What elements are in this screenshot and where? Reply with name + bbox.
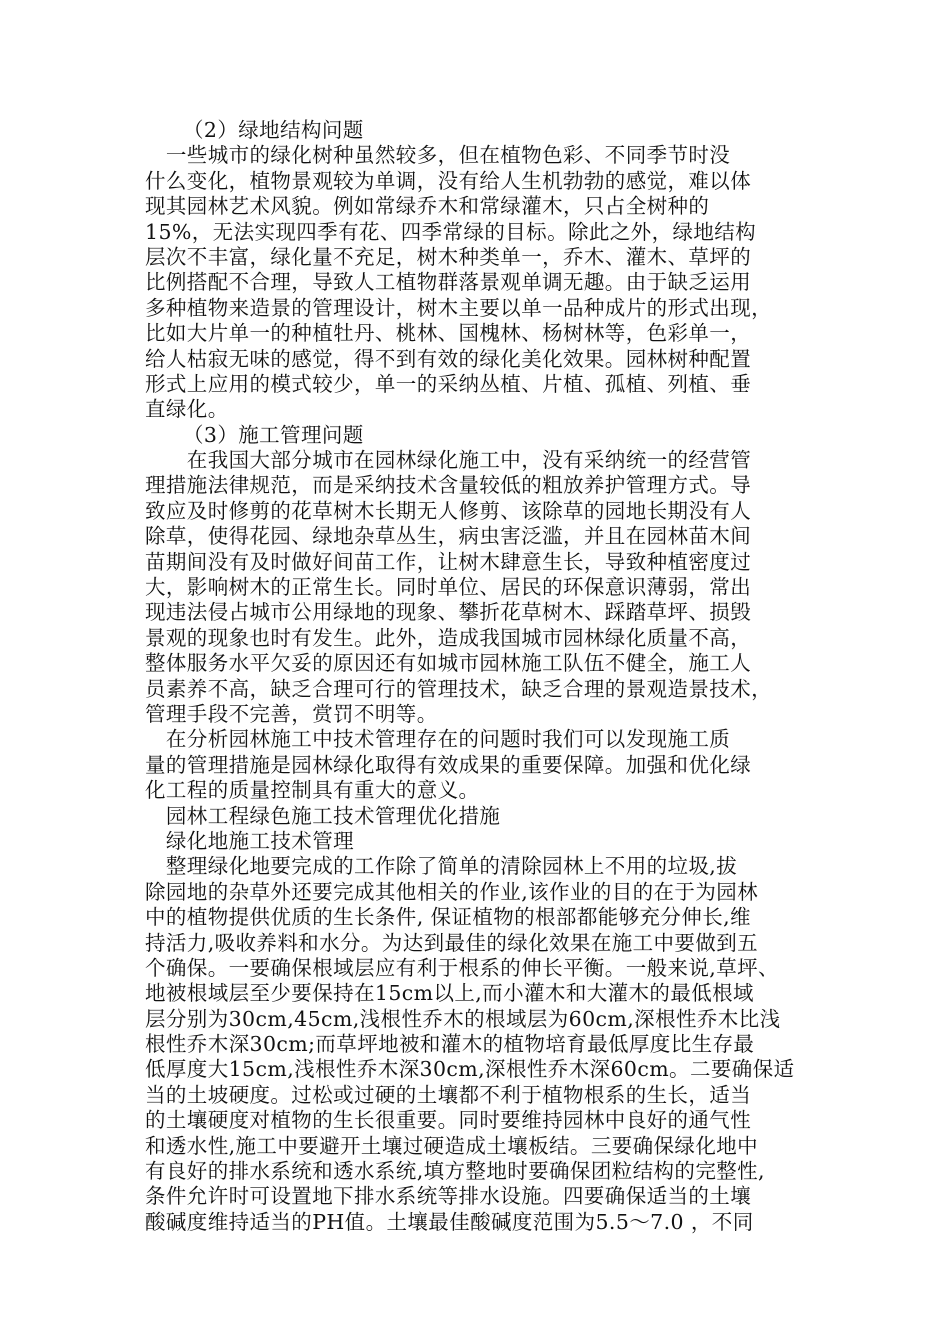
text-line: 持活力,吸收养料和水分。为达到最佳的绿化效果在施工中要做到五	[145, 930, 759, 955]
text-line: 量的管理措施是园林绿化取得有效成果的重要保障。加强和优化绿	[145, 752, 752, 777]
text-line: 整理绿化地要完成的工作除了简单的清除园林上不用的垃圾,拔	[145, 854, 738, 879]
text-line: 致应及时修剪的花草树木长期无人修剪、该除草的园地长期没有人	[145, 498, 752, 523]
text-line: 一些城市的绿化树种虽然较多，但在植物色彩、不同季节时没	[145, 143, 731, 168]
text-line: 当的土坡硬度。过松或过硬的土壤都不利于植物根系的生长，适当	[145, 1082, 752, 1107]
text-line: 和透水性,施工中要避开土壤过硬造成土壤板结。三要确保绿化地中	[145, 1133, 759, 1158]
document-body	[145, 118, 815, 1235]
text-line: 整体服务水平欠妥的原因还有如城市园林施工队伍不健全，施工人	[145, 651, 752, 676]
text-line: 中的植物提供优质的生长条件, 保证植物的根部都能够充分伸长,维	[145, 905, 751, 930]
text-line: 景观的现象也时有发生。此外，造成我国城市园林绿化质量不高，	[145, 625, 752, 650]
text-line: 有良好的排水系统和透水系统,填方整地时要确保团粒结构的完整性,	[145, 1159, 765, 1184]
text-line: 层次不丰富，绿化量不充足，树木种类单一，乔木、灌木、草坪的	[145, 244, 752, 269]
text-line: 层分别为30cm,45cm,浅根性乔木的根域层为60cm,深根性乔木比浅	[145, 1006, 781, 1031]
text-line: 多种植物来造景的管理设计，树木主要以单一品种成片的形式出现，	[145, 295, 772, 320]
section-heading-optimization-measures: 园林工程绿色施工技术管理优化措施	[145, 803, 501, 828]
section-heading-construction-management: （3）施工管理问题	[183, 422, 364, 447]
text-line: 低厚度大15cm,浅根性乔木深30cm,深根性乔木深60cm。二要确保适	[145, 1057, 795, 1082]
text-line: 除草，使得花园、绿地杂草丛生，病虫害泛滥，并且在园林苗木间	[145, 524, 752, 549]
text-line: 大，影响树木的正常生长。同时单位、居民的环保意识薄弱，常出	[145, 575, 752, 600]
text-line: 比如大片单一的种植牡丹、桃林、国槐林、杨树林等，色彩单一，	[145, 321, 752, 346]
text-line: 什么变化，植物景观较为单调，没有给人生机勃勃的感觉，难以体	[145, 168, 752, 193]
text-line: 地被根域层至少要保持在15cm以上,而小灌木和大灌木的最低根域	[145, 981, 754, 1006]
text-line: 个确保。一要确保根域层应有利于根系的伸长平衡。一般来说,草坪、	[145, 955, 779, 980]
section-heading-greening-site-management: 绿化地施工技术管理	[145, 828, 354, 853]
section-heading-green-space-structure: （2）绿地结构问题	[183, 118, 364, 142]
text-line: 除园地的杂草外还要完成其他相关的作业,该作业的目的在于为园林	[145, 879, 759, 904]
text-line: 15%，无法实现四季有花、四季常绿的目标。除此之外，绿地结构	[145, 219, 757, 244]
text-line: 给人枯寂无味的感觉，得不到有效的绿化美化效果。园林树种配置	[145, 346, 752, 371]
text-line: 在我国大部分城市在园林绿化施工中，没有采纳统一的经营管	[145, 448, 752, 473]
text-line: 现违法侵占城市公用绿地的现象、攀折花草树木、踩踏草坪、损毁	[145, 600, 752, 625]
text-line: 苗期间没有及时做好间苗工作，让树木肆意生长，导致种植密度过	[145, 549, 752, 574]
text-line: 根性乔木深30cm;而草坪地被和灌木的植物培育最低厚度比生存最	[145, 1032, 755, 1057]
text-line: 员素养不高，缺乏合理可行的管理技术，缺乏合理的景观造景技术，	[145, 676, 772, 701]
text-line: 理措施法律规范，而是采纳技术含量较低的粗放养护管理方式。导	[145, 473, 752, 498]
text-line: 的土壤硬度对植物的生长很重要。同时要维持园林中良好的通气性	[145, 1108, 752, 1133]
text-line: 化工程的质量控制具有重大的意义。	[145, 778, 480, 803]
text-line: 直绿化。	[145, 397, 229, 422]
text-line: 管理手段不完善，赏罚不明等。	[145, 701, 438, 726]
text-line: 形式上应用的模式较少，单一的采纳丛植、片植、孤植、列植、垂	[145, 371, 752, 396]
text-line: 比例搭配不合理，导致人工植物群落景观单调无趣。由于缺乏运用	[145, 270, 752, 295]
text-line: 在分析园林施工中技术管理存在的问题时我们可以发现施工质	[145, 727, 731, 752]
text-line: 酸碱度维持适当的PH值。土壤最佳酸碱度范围为5.5～7.0 ，不同	[145, 1209, 754, 1234]
text-line: 现其园林艺术风貌。例如常绿乔木和常绿灌木，只占全树种的	[145, 194, 710, 219]
text-line: 条件允许时可设置地下排水系统等排水设施。四要确保适当的土壤	[145, 1184, 752, 1209]
